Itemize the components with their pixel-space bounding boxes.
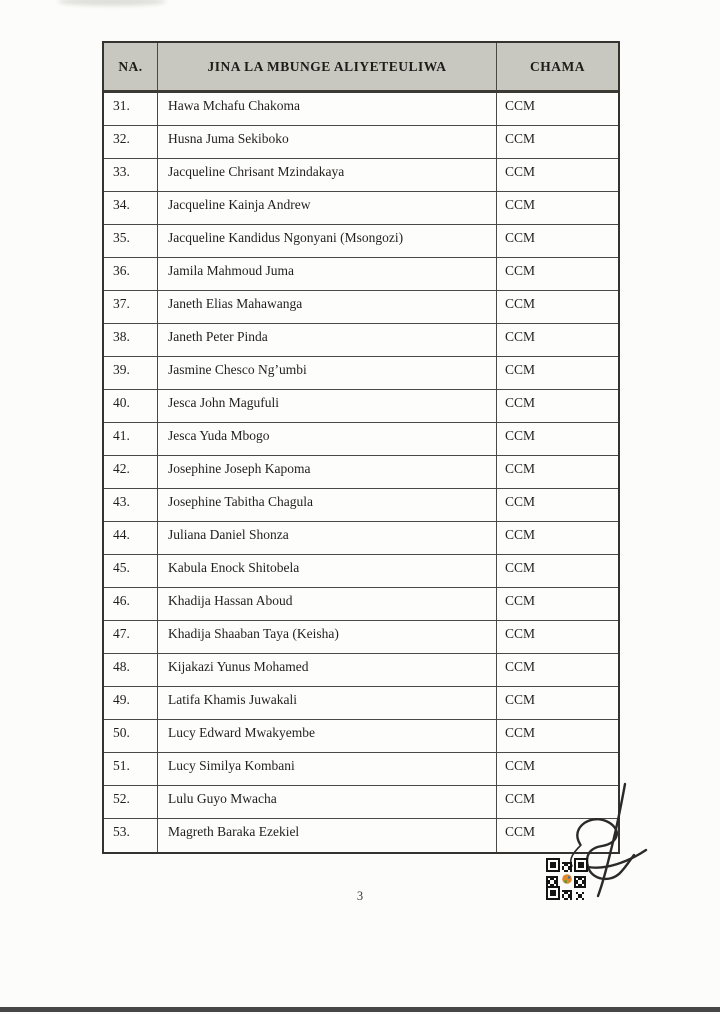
table-body <box>104 93 618 852</box>
row-name: Husna Juma Sekiboko <box>158 126 497 158</box>
row-number: 42. <box>104 456 158 488</box>
row-party: CCM <box>505 395 536 410</box>
table-row <box>104 456 618 489</box>
table-row <box>104 93 618 126</box>
row-party: CCM <box>505 560 536 575</box>
row-number: 45. <box>104 555 158 587</box>
table-row <box>104 489 618 522</box>
table-row <box>104 225 618 258</box>
table-row <box>104 126 618 159</box>
row-name: Lucy Edward Mwakyembe <box>158 720 497 752</box>
row-party: CCM <box>505 593 536 608</box>
row-party: CCM <box>505 527 536 542</box>
row-party: CCM <box>505 329 536 344</box>
table-row <box>104 621 618 654</box>
row-name: Janeth Elias Mahawanga <box>158 291 497 323</box>
row-party: CCM <box>505 659 536 674</box>
row-party: CCM <box>505 296 536 311</box>
row-number: 46. <box>104 588 158 620</box>
row-party: CCM <box>505 197 536 212</box>
row-name: Khadija Hassan Aboud <box>158 588 497 620</box>
table-header-row <box>104 43 618 93</box>
scan-edge-bar <box>0 1007 720 1012</box>
row-party: CCM <box>505 461 536 476</box>
mp-table <box>102 41 620 854</box>
row-number: 53. <box>104 819 158 852</box>
table-row <box>104 555 618 588</box>
row-number: 33. <box>104 159 158 191</box>
table-row <box>104 423 618 456</box>
table-row <box>104 786 618 819</box>
table-row <box>104 324 618 357</box>
table-row <box>104 654 618 687</box>
row-number: 39. <box>104 357 158 389</box>
row-number: 37. <box>104 291 158 323</box>
table-row <box>104 753 618 786</box>
row-party: CCM <box>505 263 536 278</box>
row-name: Josephine Joseph Kapoma <box>158 456 497 488</box>
row-party: CCM <box>505 626 536 641</box>
row-name: Juliana Daniel Shonza <box>158 522 497 554</box>
row-party: CCM <box>505 758 536 773</box>
row-number: 44. <box>104 522 158 554</box>
table-row <box>104 159 618 192</box>
row-name: Lulu Guyo Mwacha <box>158 786 497 818</box>
table-row <box>104 357 618 390</box>
row-name: Jamila Mahmoud Juma <box>158 258 497 290</box>
table-row <box>104 522 618 555</box>
row-number: 51. <box>104 753 158 785</box>
scan-artifact <box>58 0 166 6</box>
header-name: JINA LA MBUNGE ALIYETEULIWA <box>158 43 497 90</box>
row-name: Latifa Khamis Juwakali <box>158 687 497 719</box>
row-party: CCM <box>505 164 536 179</box>
row-name: Hawa Mchafu Chakoma <box>158 93 497 125</box>
page-number: 3 <box>356 889 364 903</box>
row-name: Josephine Tabitha Chagula <box>158 489 497 521</box>
row-number: 43. <box>104 489 158 521</box>
row-number: 50. <box>104 720 158 752</box>
row-name: Magreth Baraka Ezekiel <box>158 819 497 852</box>
row-name: Jacqueline Kandidus Ngonyani (Msongozi) <box>158 225 497 257</box>
table-row <box>104 258 618 291</box>
table-row <box>104 720 618 753</box>
row-name: Jasmine Chesco Ng’umbi <box>158 357 497 389</box>
row-name: Kijakazi Yunus Mohamed <box>158 654 497 686</box>
row-number: 47. <box>104 621 158 653</box>
row-name: Lucy Similya Kombani <box>158 753 497 785</box>
row-name: Kabula Enock Shitobela <box>158 555 497 587</box>
row-number: 31. <box>104 93 158 125</box>
row-number: 48. <box>104 654 158 686</box>
row-name: Jacqueline Kainja Andrew <box>158 192 497 224</box>
row-name: Janeth Peter Pinda <box>158 324 497 356</box>
table-row <box>104 588 618 621</box>
row-number: 49. <box>104 687 158 719</box>
row-party: CCM <box>505 131 536 146</box>
table-row <box>104 687 618 720</box>
row-party: CCM <box>505 230 536 245</box>
table-row <box>104 819 618 852</box>
row-number: 35. <box>104 225 158 257</box>
row-party: CCM <box>505 725 536 740</box>
row-party: CCM <box>505 428 536 443</box>
row-name: Jacqueline Chrisant Mzindakaya <box>158 159 497 191</box>
row-number: 34. <box>104 192 158 224</box>
row-party: CCM <box>505 494 536 509</box>
row-party: CCM <box>505 791 536 806</box>
row-party: CCM <box>505 692 536 707</box>
table-row <box>104 390 618 423</box>
table-row <box>104 192 618 225</box>
row-number: 41. <box>104 423 158 455</box>
row-name: Khadija Shaaban Taya (Keisha) <box>158 621 497 653</box>
header-na: NA. <box>104 43 158 90</box>
row-name: Jesca John Magufuli <box>158 390 497 422</box>
row-party: CCM <box>505 98 536 113</box>
row-name: Jesca Yuda Mbogo <box>158 423 497 455</box>
row-number: 52. <box>104 786 158 818</box>
row-number: 36. <box>104 258 158 290</box>
row-number: 40. <box>104 390 158 422</box>
row-number: 38. <box>104 324 158 356</box>
table-row <box>104 291 618 324</box>
header-chama: CHAMA <box>530 58 585 74</box>
row-party: CCM <box>505 362 536 377</box>
row-number: 32. <box>104 126 158 158</box>
row-party: CCM <box>505 824 536 839</box>
